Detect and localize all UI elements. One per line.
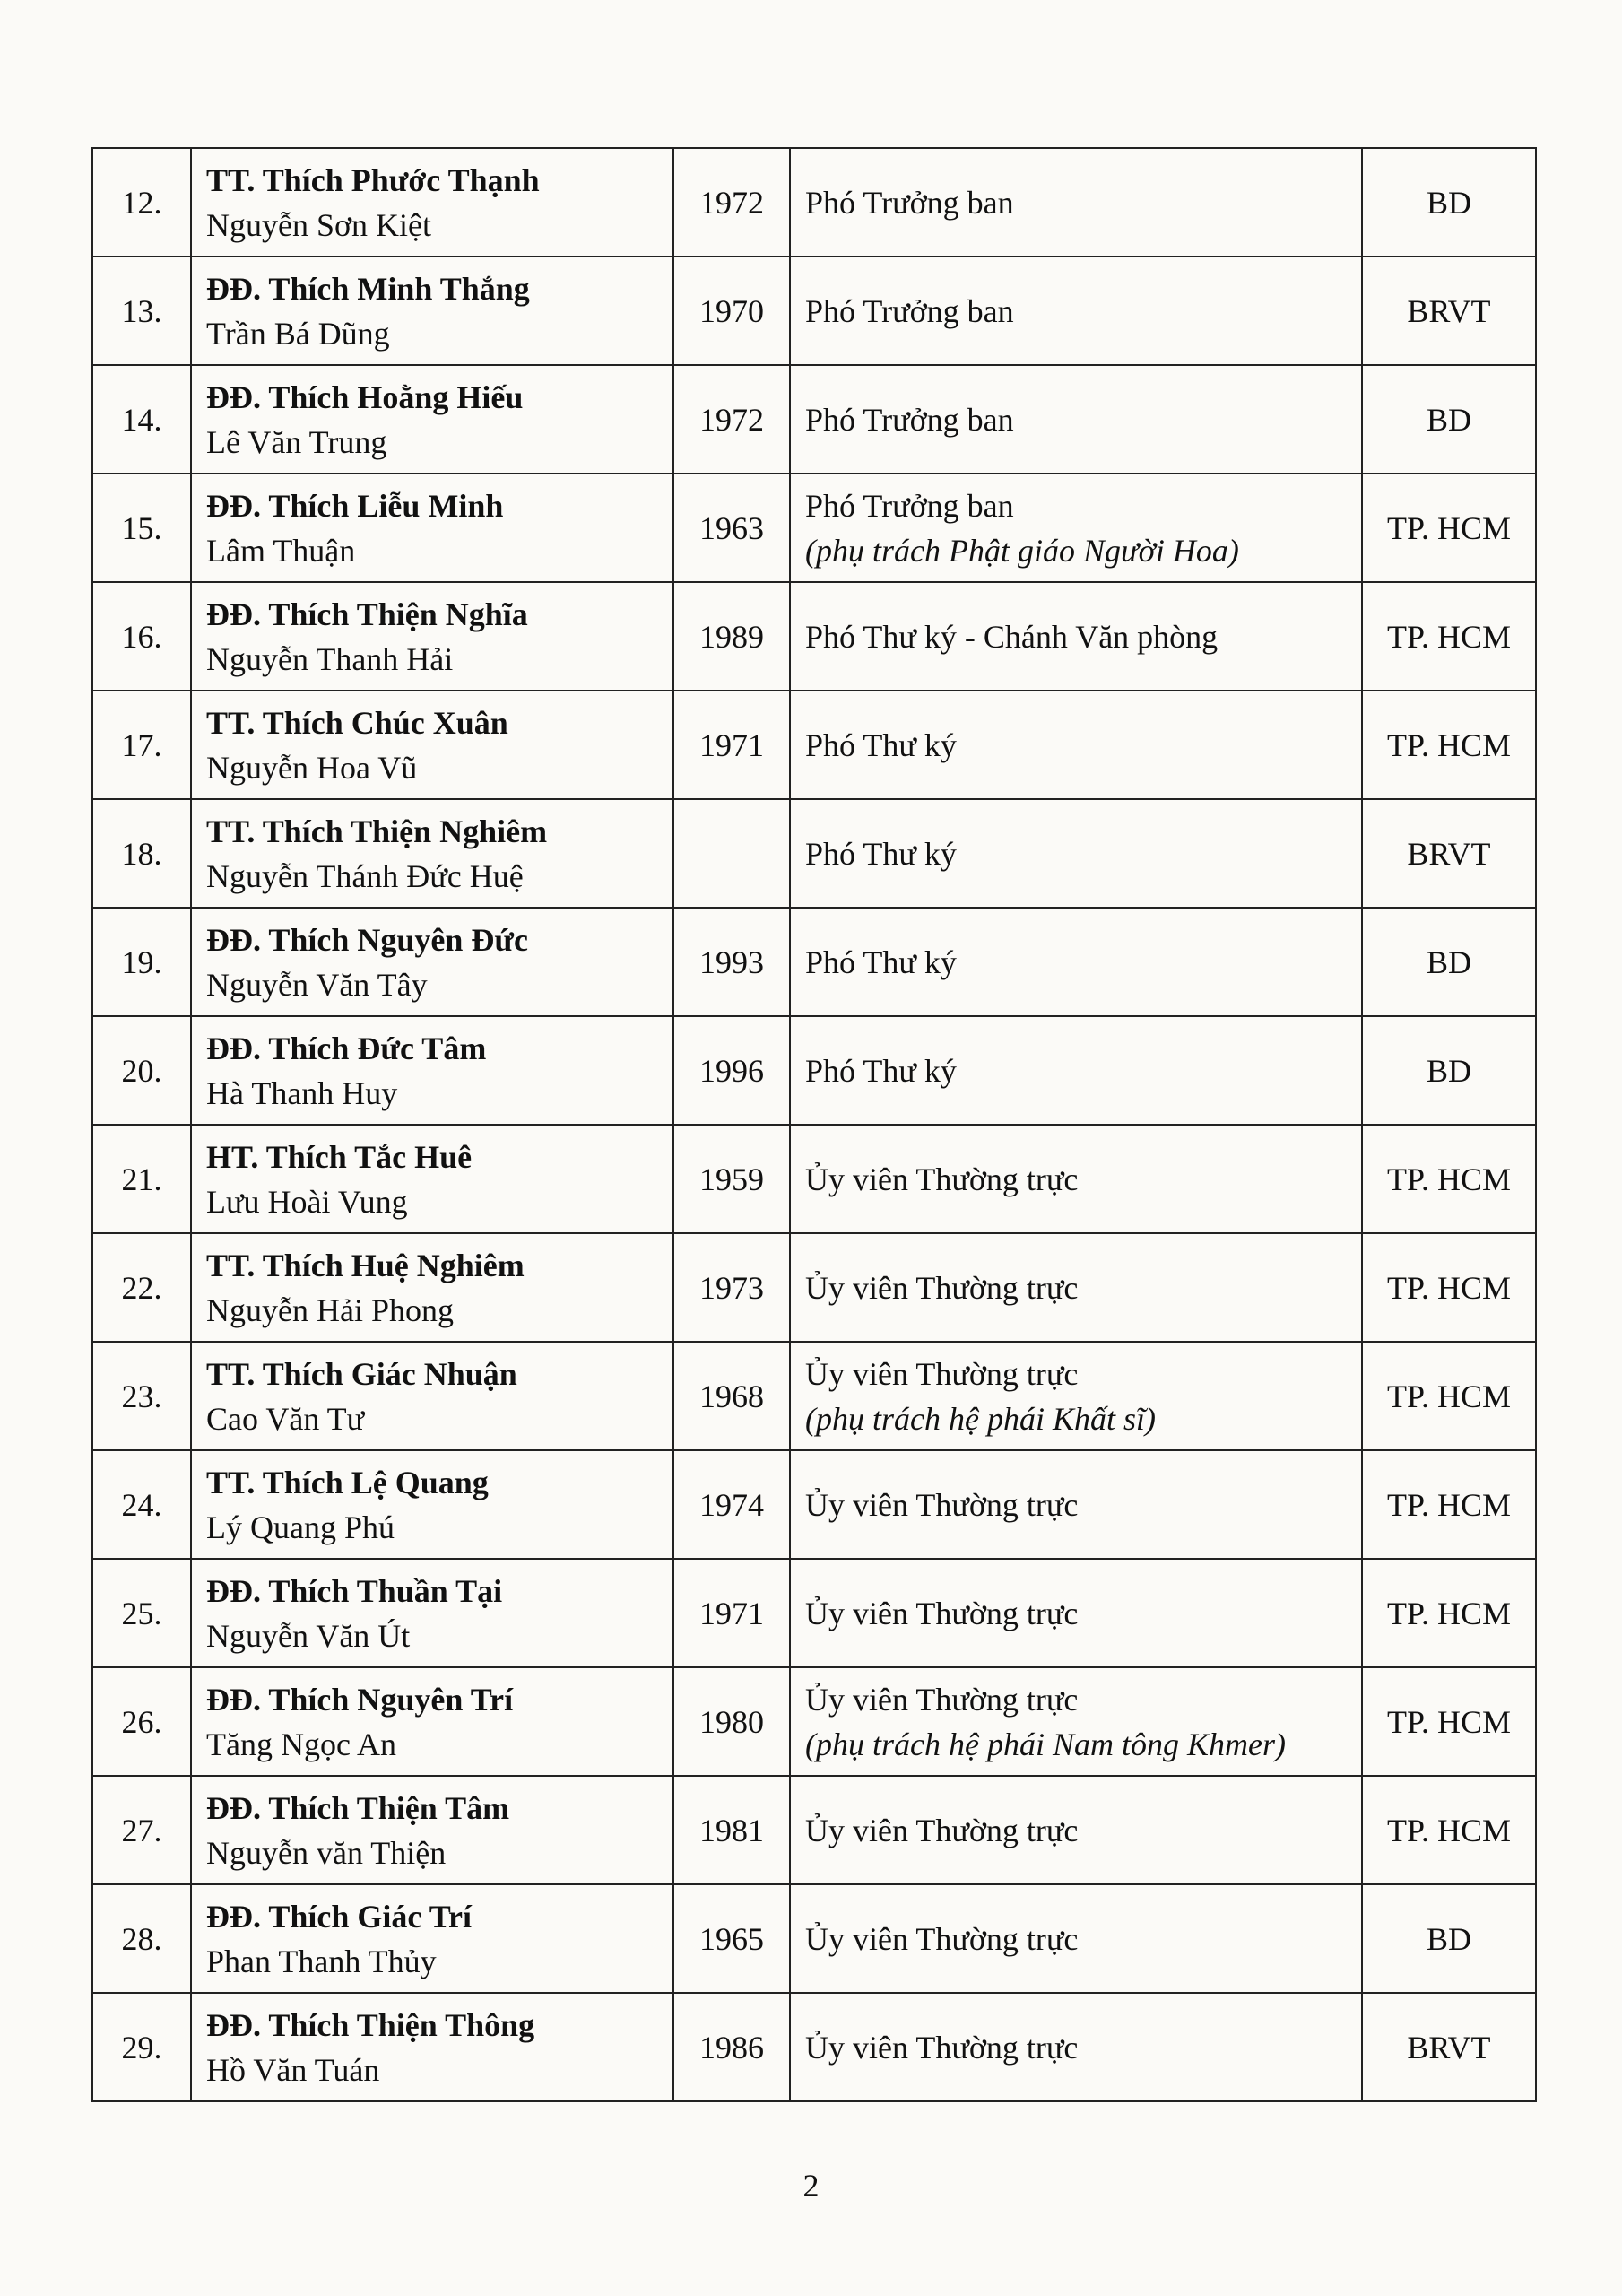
province: BRVT — [1362, 799, 1536, 908]
name-cell — [191, 1342, 673, 1450]
member-table-body — [92, 148, 1536, 2101]
page-number: 2 — [802, 2168, 820, 2204]
table-row — [92, 691, 1536, 799]
row-number: 16. — [92, 582, 191, 691]
dharma-name: ĐĐ. Thích Thuần Tại — [206, 1572, 503, 1609]
birth-year: 1970 — [673, 257, 790, 365]
row-number: 19. — [92, 908, 191, 1016]
birth-year: 1974 — [673, 1450, 790, 1559]
role-cell — [790, 1342, 1362, 1450]
birth-year: 1963 — [673, 474, 790, 582]
role-note: (phụ trách hệ phái Khất sĩ) — [805, 1400, 1156, 1437]
dharma-name: ĐĐ. Thích Giác Trí — [206, 1898, 473, 1935]
role-note: (phụ trách hệ phái Nam tông Khmer) — [805, 1726, 1286, 1762]
name-cell — [191, 1884, 673, 1993]
lay-name: Nguyễn Sơn Kiệt — [206, 206, 432, 243]
birth-year: 1965 — [673, 1884, 790, 1993]
role-title: Phó Trưởng ban — [805, 184, 1014, 221]
dharma-name: ĐĐ. Thích Thiện Tâm — [206, 1789, 510, 1826]
name-cell — [191, 1016, 673, 1125]
name-cell — [191, 1776, 673, 1884]
role-title: Phó Thư ký — [805, 1052, 957, 1089]
role-title: Phó Thư ký - Chánh Văn phòng — [805, 618, 1219, 655]
role-cell — [790, 908, 1362, 1016]
lay-name: Nguyễn Hải Phong — [206, 1292, 454, 1328]
name-cell — [191, 1559, 673, 1667]
table-row — [92, 1125, 1536, 1233]
province: BD — [1362, 365, 1536, 474]
table-row — [92, 908, 1536, 1016]
birth-year: 1980 — [673, 1667, 790, 1776]
province: BD — [1362, 148, 1536, 257]
table-row — [92, 257, 1536, 365]
dharma-name: ĐĐ. Thích Thiện Nghĩa — [206, 596, 528, 632]
lay-name: Cao Văn Tư — [206, 1400, 365, 1437]
table-row — [92, 799, 1536, 908]
name-cell — [191, 1450, 673, 1559]
role-title: Phó Thư ký — [805, 944, 957, 980]
row-number: 15. — [92, 474, 191, 582]
row-number: 12. — [92, 148, 191, 257]
dharma-name: TT. Thích Chúc Xuân — [206, 704, 508, 741]
lay-name: Lâm Thuận — [206, 532, 356, 569]
birth-year: 1971 — [673, 691, 790, 799]
row-number: 23. — [92, 1342, 191, 1450]
row-number: 24. — [92, 1450, 191, 1559]
name-cell — [191, 691, 673, 799]
role-title: Phó Thư ký — [805, 835, 957, 872]
row-number: 14. — [92, 365, 191, 474]
row-number: 17. — [92, 691, 191, 799]
lay-name: Nguyễn Văn Tây — [206, 966, 428, 1003]
lay-name: Lê Văn Trung — [206, 423, 387, 460]
role-title: Phó Trưởng ban — [805, 292, 1014, 329]
dharma-name: ĐĐ. Thích Nguyên Đức — [206, 921, 528, 958]
dharma-name: HT. Thích Tắc Huê — [206, 1138, 473, 1175]
role-title: Ủy viên Thường trực — [805, 1269, 1079, 1306]
role-title: Ủy viên Thường trực — [805, 2029, 1079, 2066]
row-number: 21. — [92, 1125, 191, 1233]
role-title: Ủy viên Thường trực — [805, 1355, 1079, 1392]
name-cell — [191, 257, 673, 365]
province: TP. HCM — [1362, 474, 1536, 582]
table-row — [92, 474, 1536, 582]
table-row — [92, 1450, 1536, 1559]
province: TP. HCM — [1362, 582, 1536, 691]
name-cell — [191, 1667, 673, 1776]
role-cell — [790, 691, 1362, 799]
name-cell — [191, 799, 673, 908]
table-row — [92, 582, 1536, 691]
name-cell — [191, 365, 673, 474]
dharma-name: ĐĐ. Thích Hoằng Hiếu — [206, 378, 524, 415]
dharma-name: TT. Thích Huệ Nghiêm — [206, 1247, 525, 1283]
dharma-name: ĐĐ. Thích Đức Tâm — [206, 1030, 487, 1066]
province: TP. HCM — [1362, 1776, 1536, 1884]
table-row — [92, 1233, 1536, 1342]
member-table — [91, 147, 1537, 2102]
dharma-name: ĐĐ. Thích Liễu Minh — [206, 487, 504, 524]
role-cell — [790, 582, 1362, 691]
dharma-name: TT. Thích Phước Thạnh — [206, 161, 540, 198]
birth-year: 1981 — [673, 1776, 790, 1884]
lay-name: Nguyễn Văn Út — [206, 1617, 411, 1654]
name-cell — [191, 582, 673, 691]
role-cell — [790, 1667, 1362, 1776]
lay-name: Trần Bá Dũng — [206, 315, 390, 352]
birth-year: 1986 — [673, 1993, 790, 2101]
lay-name: Tăng Ngọc An — [206, 1726, 396, 1762]
name-cell — [191, 1125, 673, 1233]
province: TP. HCM — [1362, 1667, 1536, 1776]
row-number: 22. — [92, 1233, 191, 1342]
role-title: Phó Thư ký — [805, 726, 957, 763]
role-cell — [790, 799, 1362, 908]
dharma-name: TT. Thích Thiện Nghiêm — [206, 813, 548, 849]
table-row — [92, 1016, 1536, 1125]
role-cell — [790, 365, 1362, 474]
row-number: 25. — [92, 1559, 191, 1667]
table-row — [92, 1776, 1536, 1884]
role-title: Ủy viên Thường trực — [805, 1486, 1079, 1523]
role-cell — [790, 1450, 1362, 1559]
lay-name: Lưu Hoài Vung — [206, 1183, 408, 1220]
row-number: 28. — [92, 1884, 191, 1993]
role-cell — [790, 1233, 1362, 1342]
province: TP. HCM — [1362, 1559, 1536, 1667]
province: TP. HCM — [1362, 1342, 1536, 1450]
province: BD — [1362, 1016, 1536, 1125]
birth-year: 1973 — [673, 1233, 790, 1342]
province: BRVT — [1362, 1993, 1536, 2101]
province: TP. HCM — [1362, 1233, 1536, 1342]
role-cell — [790, 148, 1362, 257]
province: BD — [1362, 908, 1536, 1016]
row-number: 20. — [92, 1016, 191, 1125]
province: BRVT — [1362, 257, 1536, 365]
row-number: 18. — [92, 799, 191, 908]
table-row — [92, 1342, 1536, 1450]
role-cell — [790, 1993, 1362, 2101]
lay-name: Nguyễn văn Thiện — [206, 1834, 447, 1871]
birth-year: 1972 — [673, 365, 790, 474]
role-title: Phó Trưởng ban — [805, 487, 1014, 524]
lay-name: Hà Thanh Huy — [206, 1074, 398, 1111]
table-row — [92, 1559, 1536, 1667]
table-row — [92, 365, 1536, 474]
province: TP. HCM — [1362, 1125, 1536, 1233]
birth-year: 1968 — [673, 1342, 790, 1450]
birth-year — [673, 799, 790, 908]
dharma-name: ĐĐ. Thích Minh Thắng — [206, 270, 530, 307]
name-cell — [191, 1233, 673, 1342]
birth-year: 1989 — [673, 582, 790, 691]
birth-year: 1972 — [673, 148, 790, 257]
province: TP. HCM — [1362, 691, 1536, 799]
province: TP. HCM — [1362, 1450, 1536, 1559]
name-cell — [191, 148, 673, 257]
name-cell — [191, 1993, 673, 2101]
table-row — [92, 148, 1536, 257]
role-title: Ủy viên Thường trực — [805, 1812, 1079, 1848]
province: BD — [1362, 1884, 1536, 1993]
table-row — [92, 1884, 1536, 1993]
role-title: Ủy viên Thường trực — [805, 1681, 1079, 1718]
lay-name: Lý Quang Phú — [206, 1509, 395, 1545]
role-cell — [790, 1776, 1362, 1884]
birth-year: 1971 — [673, 1559, 790, 1667]
role-title: Ủy viên Thường trực — [805, 1920, 1079, 1957]
role-cell — [790, 1559, 1362, 1667]
name-cell — [191, 474, 673, 582]
row-number: 29. — [92, 1993, 191, 2101]
role-cell — [790, 1016, 1362, 1125]
lay-name: Hồ Văn Tuán — [206, 2051, 380, 2088]
role-title: Ủy viên Thường trực — [805, 1595, 1079, 1631]
role-cell — [790, 1884, 1362, 1993]
birth-year: 1959 — [673, 1125, 790, 1233]
dharma-name: TT. Thích Giác Nhuận — [206, 1355, 517, 1392]
row-number: 13. — [92, 257, 191, 365]
table-row — [92, 1993, 1536, 2101]
dharma-name: ĐĐ. Thích Thiện Thông — [206, 2006, 535, 2043]
name-cell — [191, 908, 673, 1016]
lay-name: Nguyễn Thanh Hải — [206, 640, 454, 677]
role-cell — [790, 474, 1362, 582]
row-number: 27. — [92, 1776, 191, 1884]
role-note: (phụ trách Phật giáo Người Hoa) — [805, 532, 1239, 569]
role-title: Ủy viên Thường trực — [805, 1161, 1079, 1197]
role-cell — [790, 1125, 1362, 1233]
table-row — [92, 1667, 1536, 1776]
lay-name: Phan Thanh Thủy — [206, 1943, 437, 1979]
dharma-name: TT. Thích Lệ Quang — [206, 1464, 489, 1500]
row-number: 26. — [92, 1667, 191, 1776]
role-title: Phó Trưởng ban — [805, 401, 1014, 438]
dharma-name: ĐĐ. Thích Nguyên Trí — [206, 1681, 514, 1718]
lay-name: Nguyễn Hoa Vũ — [206, 749, 418, 786]
birth-year: 1993 — [673, 908, 790, 1016]
lay-name: Nguyễn Thánh Đức Huệ — [206, 857, 524, 894]
birth-year: 1996 — [673, 1016, 790, 1125]
role-cell — [790, 257, 1362, 365]
